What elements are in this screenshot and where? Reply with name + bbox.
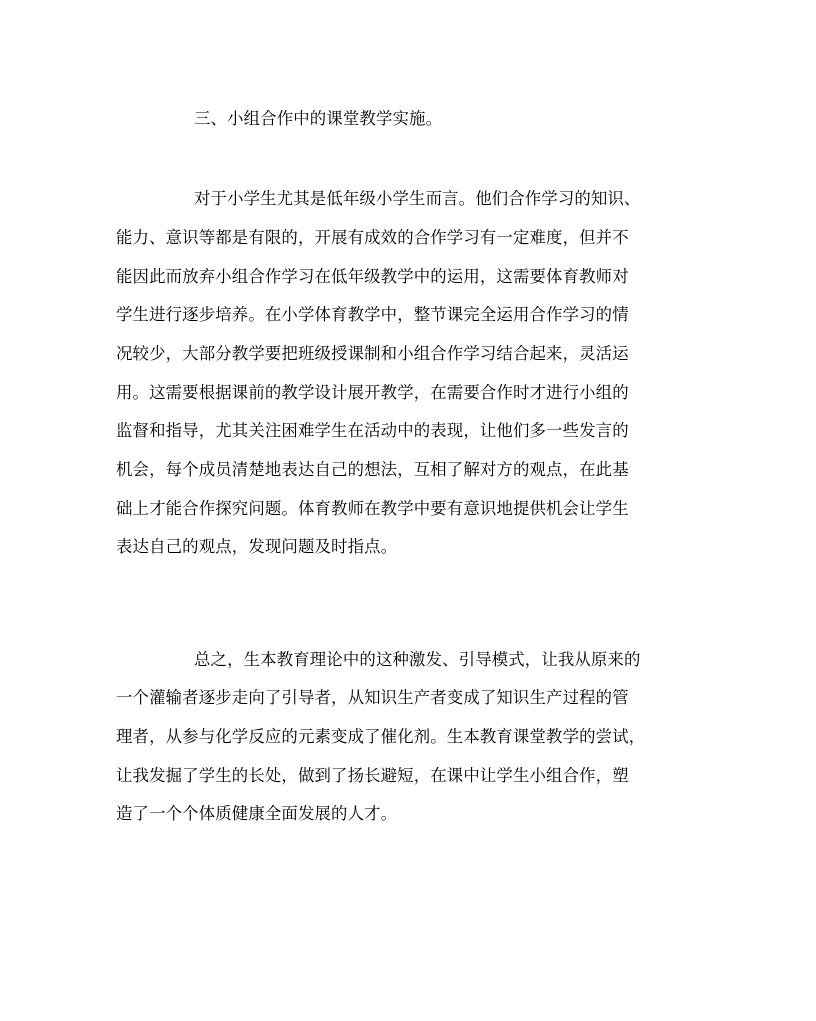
paragraph-1-line-6: 用。这需要根据课前的教学设计展开教学，在需要合作时才进行小组的 [116, 383, 629, 402]
paragraph-1-line-2: 能力、意识等都是有限的，开展有成效的合作学习有一定难度，但并不 [116, 228, 629, 247]
paragraph-1-line-8: 机会，每个成员清楚地表达自己的想法，互相了解对方的观点，在此基 [116, 460, 629, 479]
paragraph-1-line-4: 学生进行逐步培养。在小学体育教学中，整节课完全运用合作学习的情 [116, 305, 629, 324]
paragraph-1-line-5: 况较少，大部分教学要把班级授课制和小组合作学习结合起来，灵活运 [116, 344, 629, 363]
paragraph-1-line-10: 表达自己的观点，发现问题及时指点。 [116, 537, 398, 556]
paragraph-1-line-3: 能因此而放弃小组合作学习在低年级教学中的运用，这需要体育教师对 [116, 267, 629, 286]
paragraph-2-line-4: 让我发掘了学生的长处，做到了扬长避短，在课中让学生小组合作，塑 [116, 766, 629, 785]
paragraph-1-line-9: 础上才能合作探究问题。体育教师在教学中要有意识地提供机会让学生 [116, 499, 629, 518]
section-heading: 三、小组合作中的课堂教学实施。 [194, 109, 443, 128]
paragraph-2-line-5: 造了一个个体质健康全面发展的人才。 [116, 804, 398, 823]
paragraph-2-line-2: 一个灌输者逐步走向了引导者，从知识生产者变成了知识生产过程的管 [116, 688, 629, 707]
paragraph-1-line-1: 对于小学生尤其是低年级小学生而言。他们合作学习的知识、 [194, 189, 641, 208]
paragraph-2-line-3: 理者，从参与化学反应的元素变成了催化剂。生本教育课堂教学的尝试， [116, 727, 646, 746]
paragraph-1-line-7: 监督和指导，尤其关注困难学生在活动中的表现，让他们多一些发言的 [116, 421, 629, 440]
paragraph-2-line-1: 总之，生本教育理论中的这种激发、引导模式，让我从原来的 [194, 650, 641, 669]
